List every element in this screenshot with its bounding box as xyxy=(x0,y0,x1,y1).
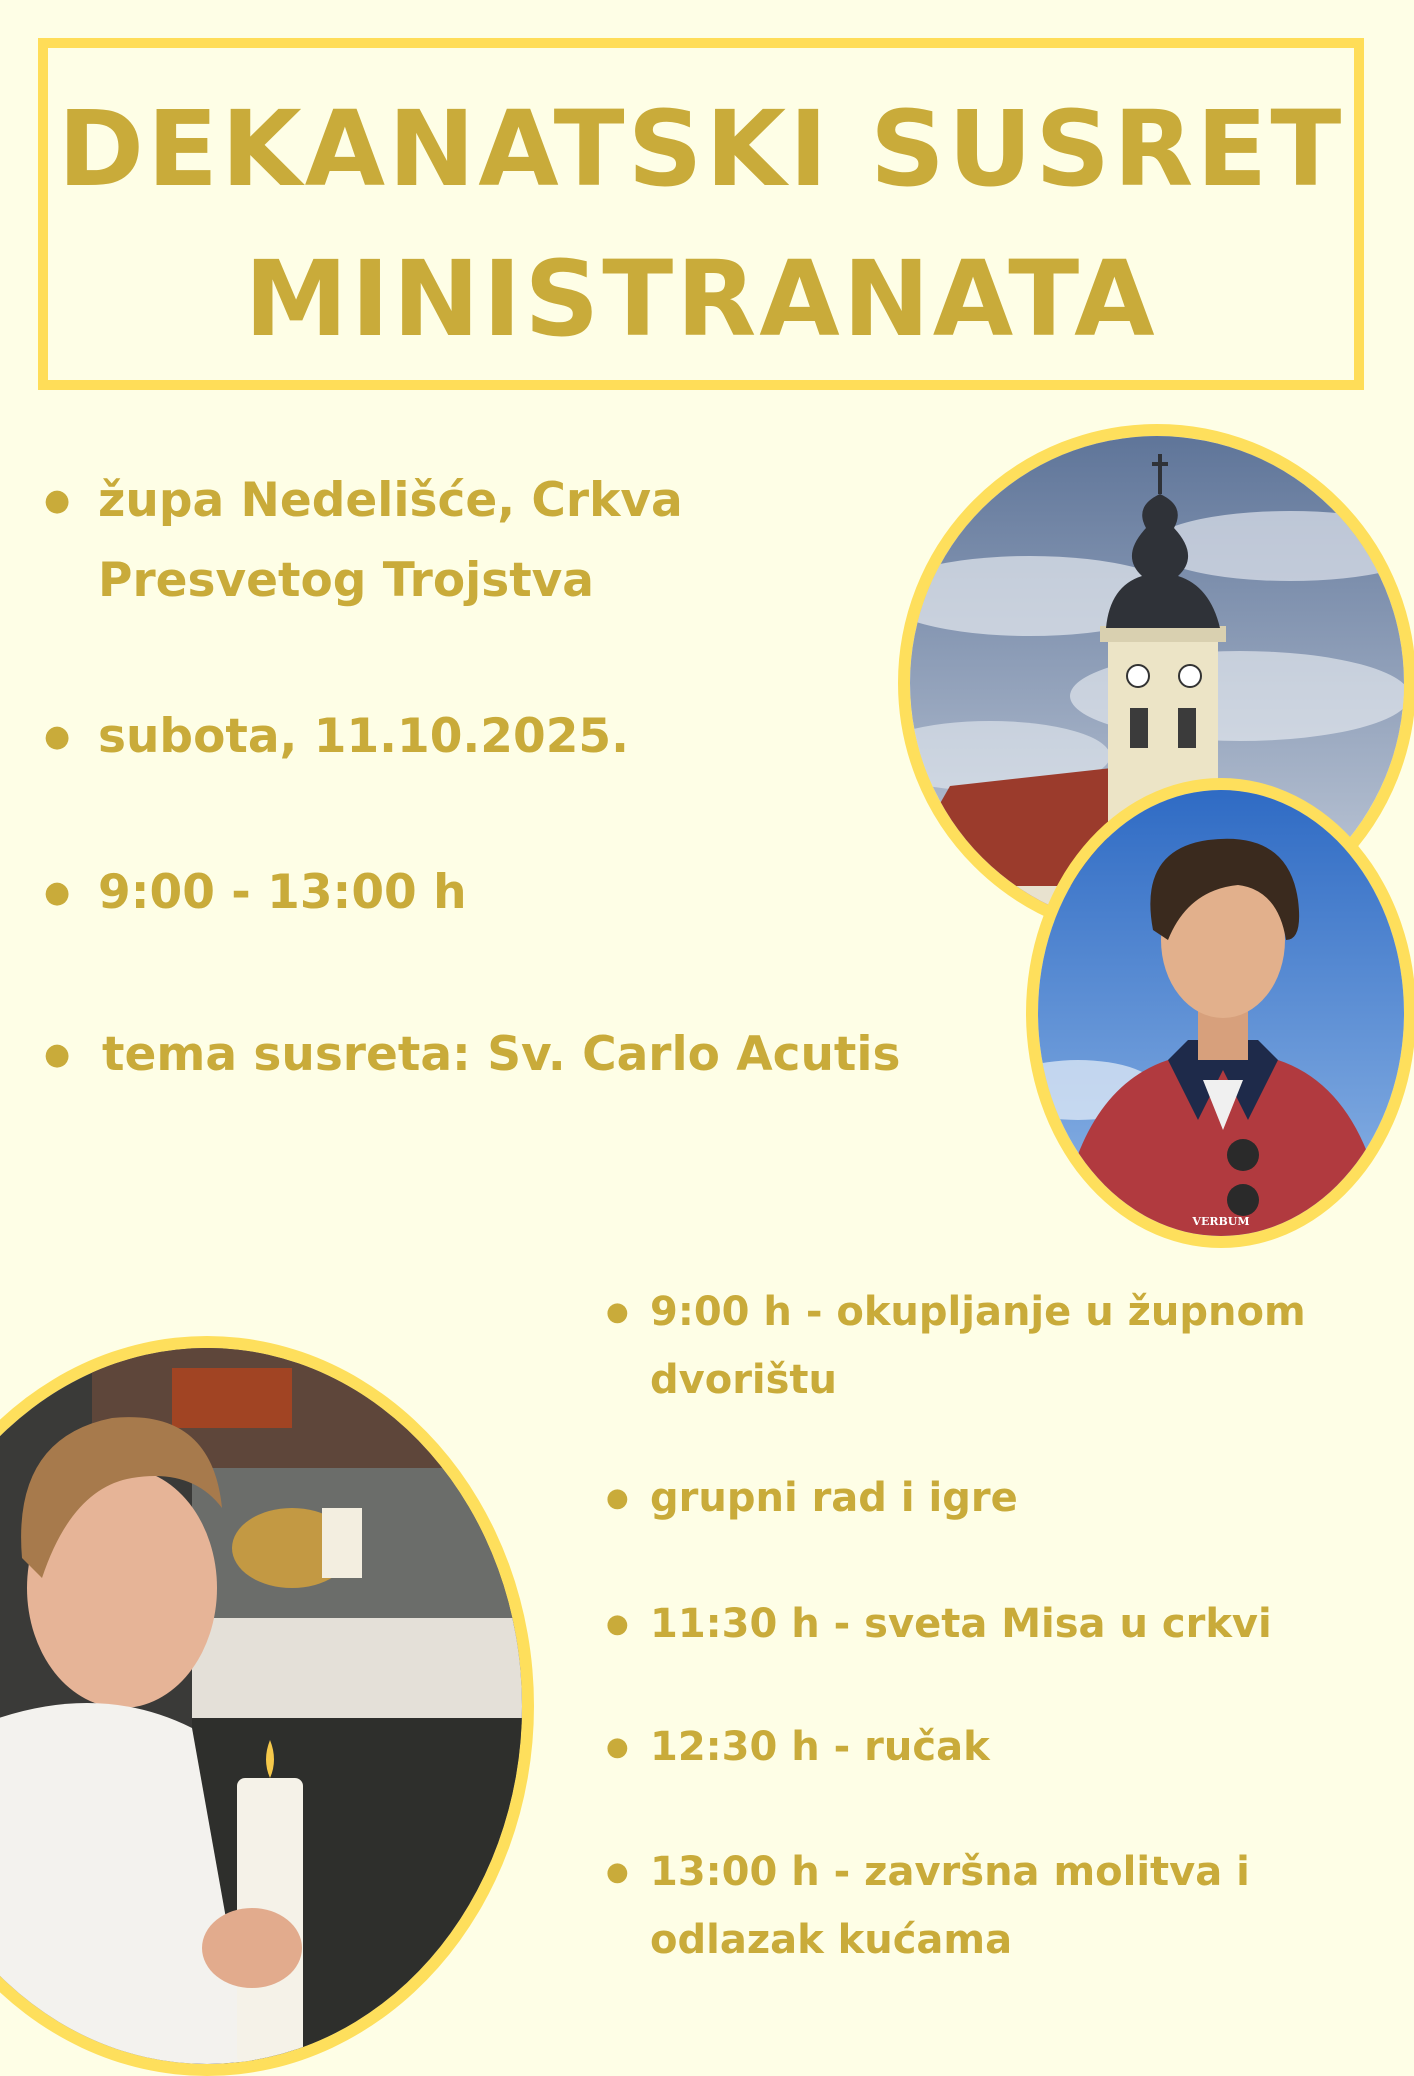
bullet-dot: ● xyxy=(44,719,71,754)
portrait-illustration xyxy=(1038,790,1404,1236)
bullet-dot: ● xyxy=(606,1483,629,1513)
bullet-dot: ● xyxy=(606,1732,629,1762)
schedule-groupwork: grupni rad i igre xyxy=(650,1475,1018,1521)
detail-time: 9:00 - 13:00 h xyxy=(98,865,467,920)
title-line-2: MINISTRANATA xyxy=(244,238,1158,360)
detail-location-line1: župa Nedelišće, Crkva xyxy=(98,473,683,528)
schedule-mass: 11:30 h - sveta Misa u crkvi xyxy=(650,1601,1272,1647)
bullet-dot: ● xyxy=(606,1857,629,1887)
title-frame xyxy=(38,38,1364,390)
detail-date: subota, 11.10.2025. xyxy=(98,709,629,764)
detail-theme: tema susreta: Sv. Carlo Acutis xyxy=(102,1027,901,1082)
altar-boy-photo xyxy=(0,1336,534,2076)
bullet-dot: ● xyxy=(606,1297,629,1327)
bullet-dot: ● xyxy=(44,483,71,518)
altar-boy-illustration xyxy=(0,1348,522,2064)
title-line-1: DEKANATSKI SUSRET xyxy=(57,88,1345,210)
schedule-gathering-line2: dvorištu xyxy=(650,1357,838,1403)
schedule-lunch: 12:30 h - ručak xyxy=(650,1724,990,1770)
bullet-dot: ● xyxy=(606,1609,629,1639)
schedule-gathering-line1: 9:00 h - okupljanje u župnom xyxy=(650,1289,1306,1335)
schedule-closing-line2: odlazak kućama xyxy=(650,1917,1013,1963)
schedule-closing-line1: 13:00 h - završna molitva i xyxy=(650,1849,1250,1895)
carlo-portrait-photo xyxy=(1026,778,1414,1248)
bullet-dot: ● xyxy=(44,875,71,910)
bullet-dot: ● xyxy=(44,1037,71,1072)
detail-location-line2: Presvetog Trojstva xyxy=(98,553,595,608)
portrait-watermark: VERBUM xyxy=(1192,1215,1250,1228)
